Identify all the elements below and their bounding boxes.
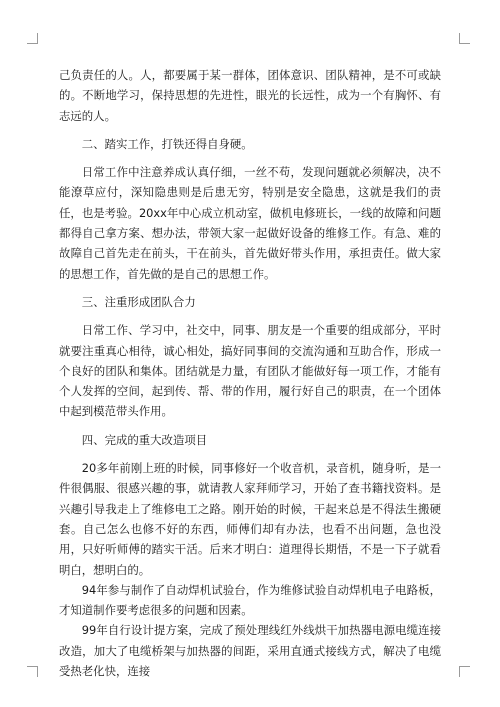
section-heading-2: 二、踏实工作，打铁还得自身硬。: [81, 136, 253, 151]
paragraph: 日常工作中注意养成认真仔细，一丝不苟，发现问题就必须解决，决不能潦草应付，深知隐患则是后患无穷，特别是安全隐患，这就是我们的责任，也是考验。20xx年中心成立机动室，做机电修班长，一线的故障和问题都得自己拿方案、想办法，带领大家一起做好设备的维修工作。有急、难的故障自己首先走在前头，干在前头，首先做好带头作用，承担责任。做大家的思想工作，首先做的是自己的思想工作。: [59, 165, 441, 281]
page-corner-mark-bottom-right: [459, 666, 470, 677]
paragraph: 日常工作、学习中，社交中，同事、朋友是一个重要的组成部分，平时就要注重真心相待，诚心相处，搞好同事间的交流沟通和互助合作，形成一个良好的团队和集体。团结就是力量，有团队才能做好每一项工作，才能有个人发挥的空间，起到传、帮、带的作用，履行好自己的职责，在一个团体中起到模范带头作用。: [59, 323, 441, 419]
section-heading-4: 四、完成的重大改造项目: [81, 432, 208, 447]
page-corner-mark-bottom-left: [27, 666, 38, 677]
section-heading-3: 三、注重形成团队合力: [81, 294, 196, 309]
document-body: [59, 65, 441, 681]
paragraph: 99年自行设计提方案，完成了预处理线红外线烘干加热器电源电缆连接改造，加大了电缆桥架与加热器的间距，采用直通式接线方式，解决了电缆受热老化快，连接: [59, 623, 441, 679]
paragraph: 94年参与制作了自动焊机试验台，作为维修试验自动焊机电子电路板，才知道制作要考虑很多的问题和因素。: [59, 582, 441, 618]
paragraph: 20多年前刚上班的时候，同事修好一个收音机，录音机，随身听，是一件很偶服、很感兴趣的事，就请教人家拜师学习，开始了查书籍找资料。是兴趣引导我走上了维修电工之路。刚开始的时候，干起来总是不得法生搬硬套。自己怎么也修不好的东西，师傅们却有办法，也看不出问题，急也没用，只好听师傅的踏实干活。后来才明白：道理得长期悟，不是一下子就看明白，想明白的。: [59, 461, 441, 577]
page-corner-mark-top-right: [459, 33, 470, 44]
paragraph-continued: 己负责任的人。人，都要属于某一群体，团体意识、团队精神，是不可或缺的。不断地学习，保持思想的先进性，眼光的长远性，成为一个有胸怀、有志远的人。: [59, 68, 441, 123]
page-corner-mark-top-left: [27, 33, 38, 44]
